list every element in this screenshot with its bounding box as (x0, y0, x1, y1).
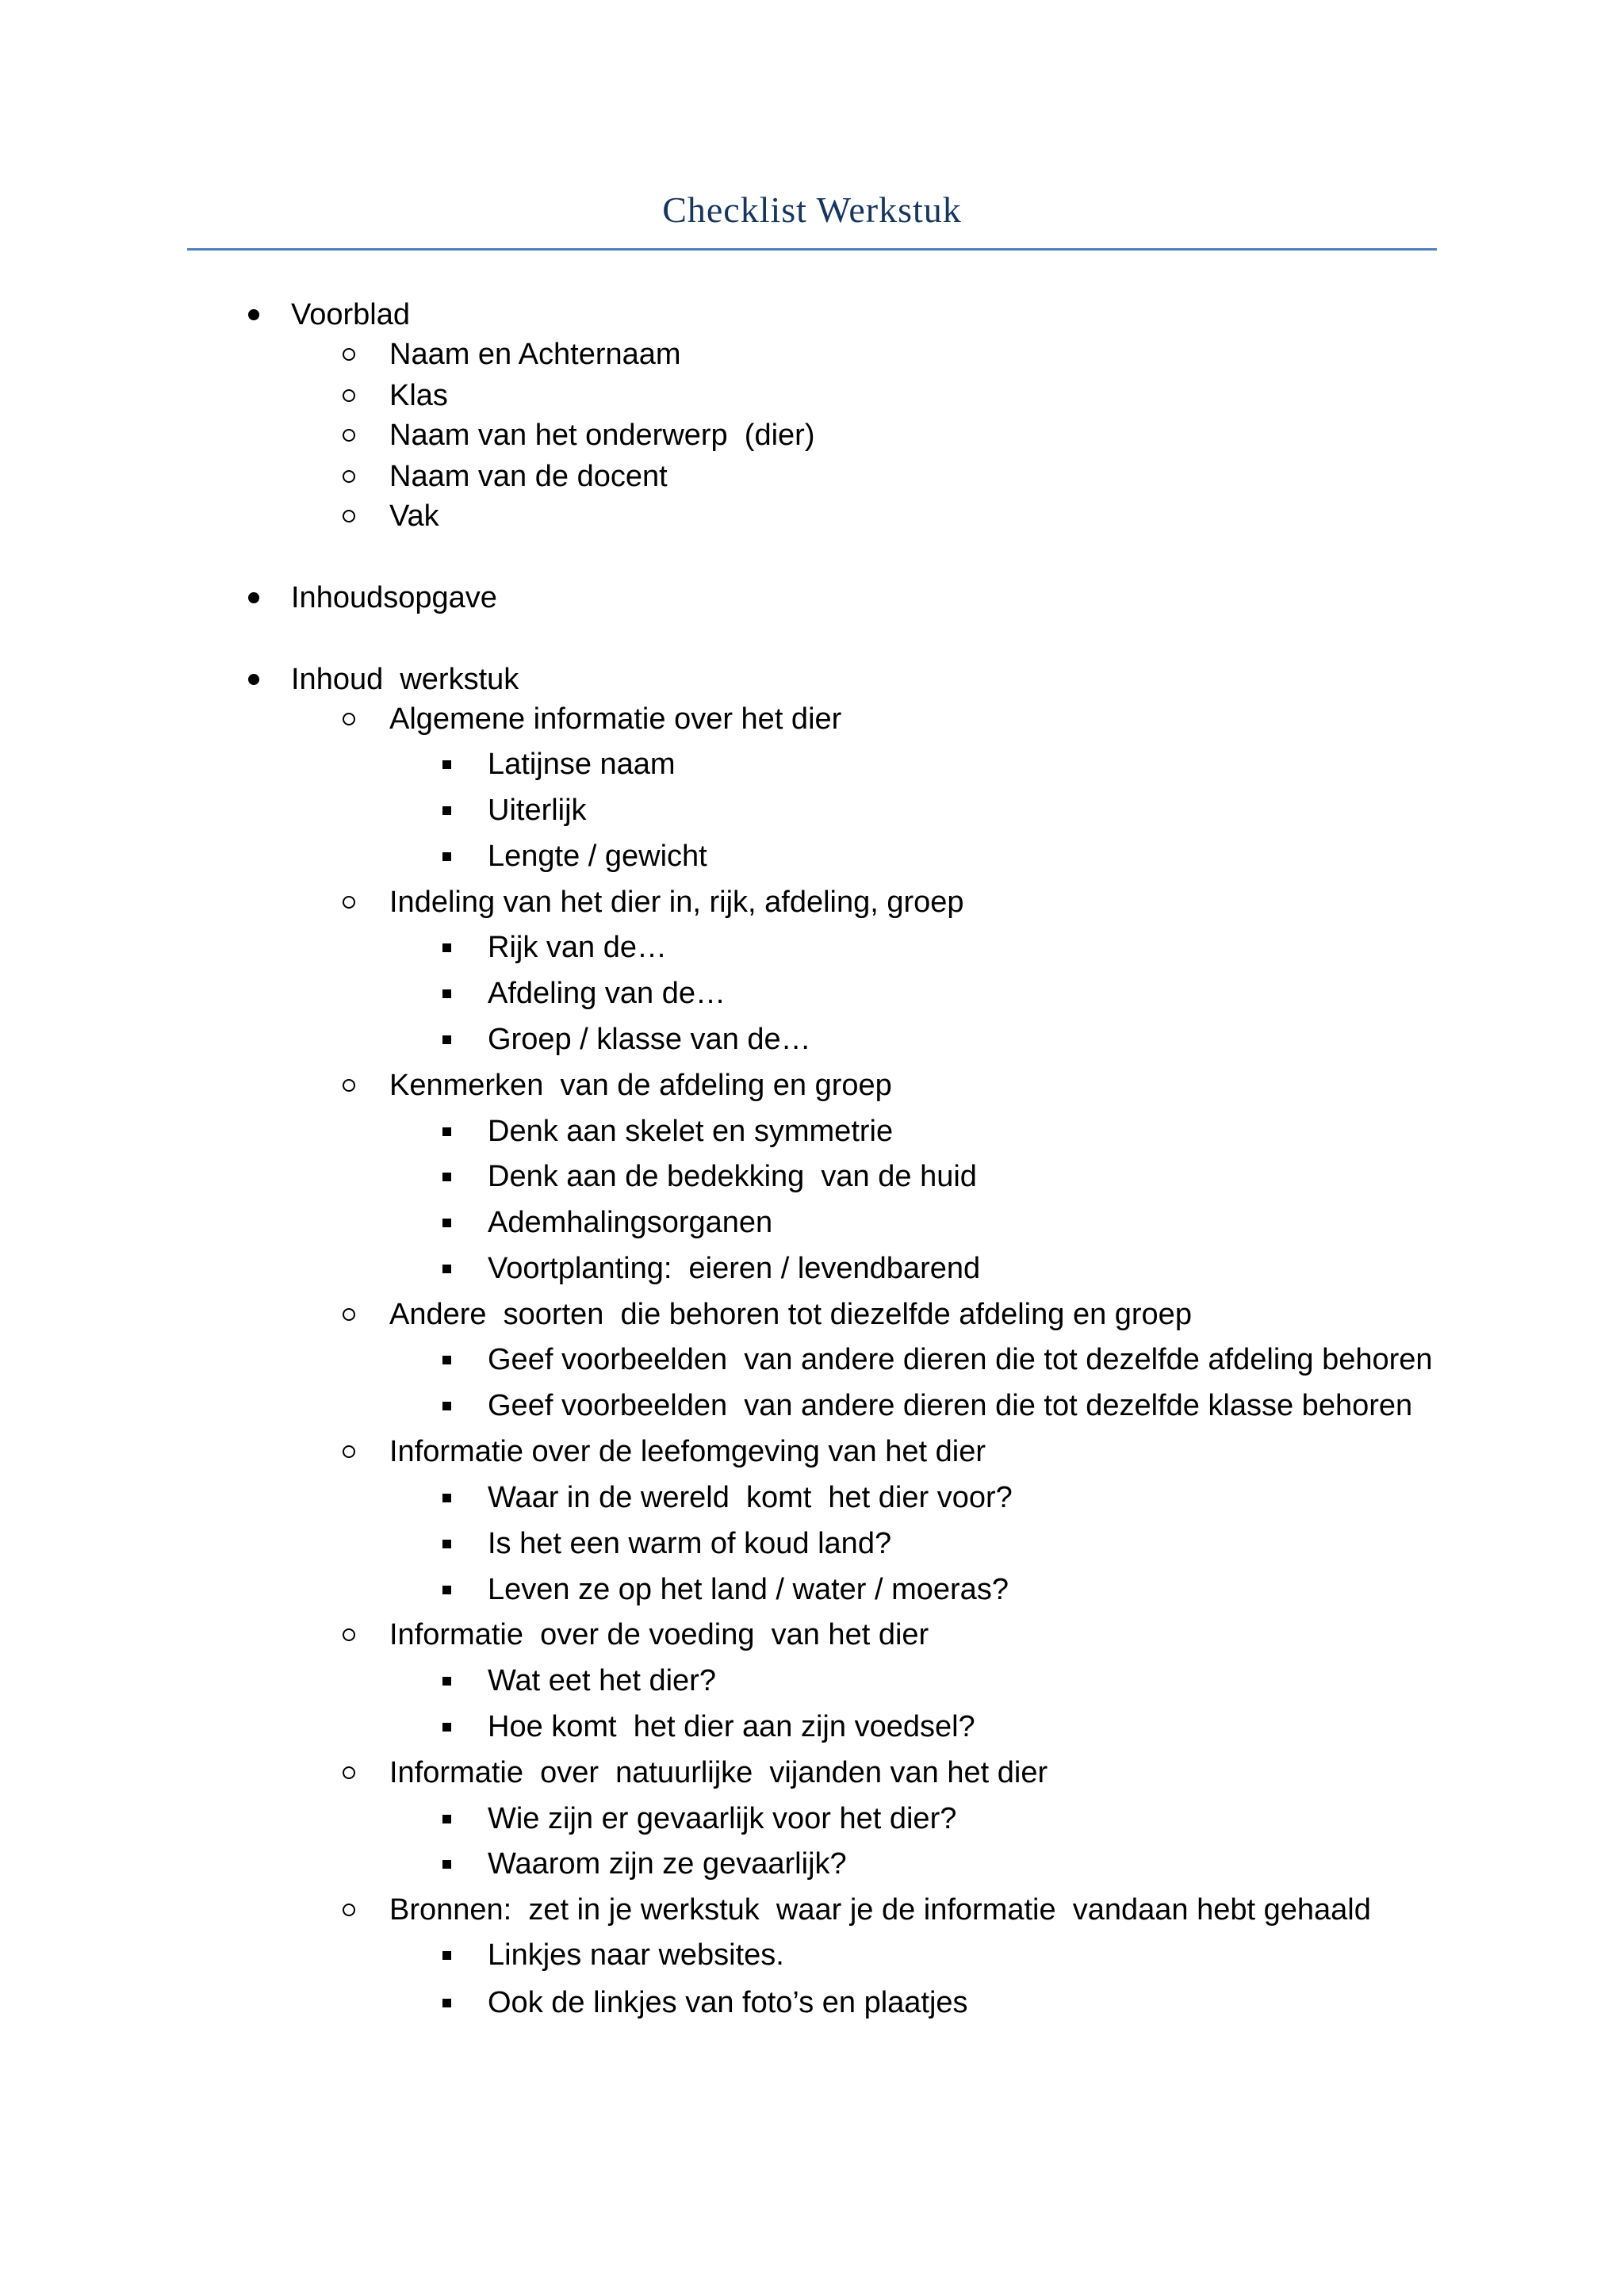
bullet-square-icon (431, 1521, 462, 1567)
item-text: Inhoud werkstuk (291, 663, 519, 696)
bullet-square-icon (431, 833, 462, 879)
item-text: Naam van de docent (389, 460, 668, 493)
bullet-circle-icon (333, 1887, 365, 1933)
item-text: Rijk van de… (488, 931, 667, 964)
item-text: Informatie over natuurlijke vijanden van het dier (389, 1756, 1048, 1789)
bullet-square-icon (431, 1980, 462, 2026)
bullet-circle-icon (333, 1429, 365, 1475)
bullet-square-icon (431, 1567, 462, 1613)
bullet-circle-icon (333, 331, 365, 377)
item-text: Waar in de wereld komt het dier voor? (488, 1481, 1013, 1514)
item-text: Naam en Achternaam (389, 338, 681, 371)
bullet-square-icon (431, 1016, 462, 1062)
item-text: Algemene informatie over het dier (389, 702, 842, 736)
bullet-square-icon (431, 1475, 462, 1521)
item-text: Andere soorten die behoren tot diezelfde afdeling en groep (389, 1298, 1192, 1331)
page-title: Checklist Werkstuk (662, 189, 962, 230)
bullet-square-icon (431, 970, 462, 1016)
bullet-circle-icon (333, 1612, 365, 1658)
bullet-dot-icon (238, 656, 270, 702)
bullet-circle-icon (333, 879, 365, 925)
item-text: Groep / klasse van de… (488, 1023, 811, 1056)
item-text: Wat eet het dier? (488, 1664, 716, 1697)
bullet-square-icon (431, 1658, 462, 1704)
bullet-square-icon (431, 1796, 462, 1842)
item-text: Naam van het onderwerp (dier) (389, 419, 815, 452)
item-text: Linkjes naar websites. (488, 1938, 784, 1972)
bullet-circle-icon (333, 493, 365, 539)
bullet-dot-icon (238, 575, 270, 621)
bullet-square-icon (431, 1383, 462, 1429)
bullet-square-icon (431, 1154, 462, 1200)
item-text: Voortplanting: eieren / levendbarend (488, 1252, 981, 1285)
bullet-square-icon (431, 1337, 462, 1383)
item-text: Kenmerken van de afdeling en groep (389, 1069, 892, 1102)
item-text: Is het een warm of koud land? (488, 1527, 892, 1560)
bullet-circle-icon (333, 1062, 365, 1108)
item-text: Voorblad (291, 298, 411, 331)
item-text: Bronnen: zet in je werkstuk waar je de informatie vandaan hebt gehaald (389, 1893, 1371, 1927)
bullet-dot-icon (238, 292, 270, 338)
bullet-square-icon (431, 1841, 462, 1887)
item-text: Uiterlijk (488, 794, 587, 827)
bullet-square-icon (431, 1704, 462, 1750)
item-text: Ook de linkjes van foto’s en plaatjes (488, 1986, 968, 2019)
item-text: Indeling van het dier in, rijk, afdeling, groep (389, 886, 964, 919)
item-text: Vak (389, 499, 439, 533)
item-text: Geef voorbeelden van andere dieren die tot dezelfde afdeling behoren (488, 1343, 1433, 1376)
bullet-square-icon (431, 1932, 462, 1978)
bullet-circle-icon (333, 696, 365, 742)
item-text: Informatie over de leefomgeving van het dier (389, 1435, 986, 1468)
item-text: Informatie over de voeding van het dier (389, 1618, 929, 1651)
item-text: Leven ze op het land / water / moeras? (488, 1573, 1009, 1606)
item-text: Geef voorbeelden van andere dieren die tot dezelfde klasse behoren (488, 1389, 1413, 1422)
bullet-circle-icon (333, 1292, 365, 1337)
title-divider (187, 248, 1437, 251)
item-text: Lengte / gewicht (488, 840, 707, 873)
item-text: Waarom zijn ze gevaarlijk? (488, 1847, 847, 1881)
bullet-circle-icon (333, 1750, 365, 1796)
item-text: Inhoudsopgave (291, 581, 497, 614)
bullet-square-icon (431, 1246, 462, 1292)
item-text: Klas (389, 379, 448, 412)
bullet-square-icon (431, 1108, 462, 1154)
bullet-square-icon (431, 741, 462, 787)
bullet-square-icon (431, 787, 462, 833)
item-text: Denk aan de bedekking van de huid (488, 1160, 977, 1193)
bullet-square-icon (431, 924, 462, 970)
item-text: Afdeling van de… (488, 977, 726, 1010)
item-text: Latijnse naam (488, 748, 676, 781)
item-text: Ademhalingsorganen (488, 1206, 773, 1239)
item-text: Denk aan skelet en symmetrie (488, 1115, 894, 1148)
bullet-square-icon (431, 1200, 462, 1246)
item-text: Hoe komt het dier aan zijn voedsel? (488, 1710, 975, 1743)
bullet-circle-icon (333, 412, 365, 458)
item-text: Wie zijn er gevaarlijk voor het dier? (488, 1802, 957, 1835)
